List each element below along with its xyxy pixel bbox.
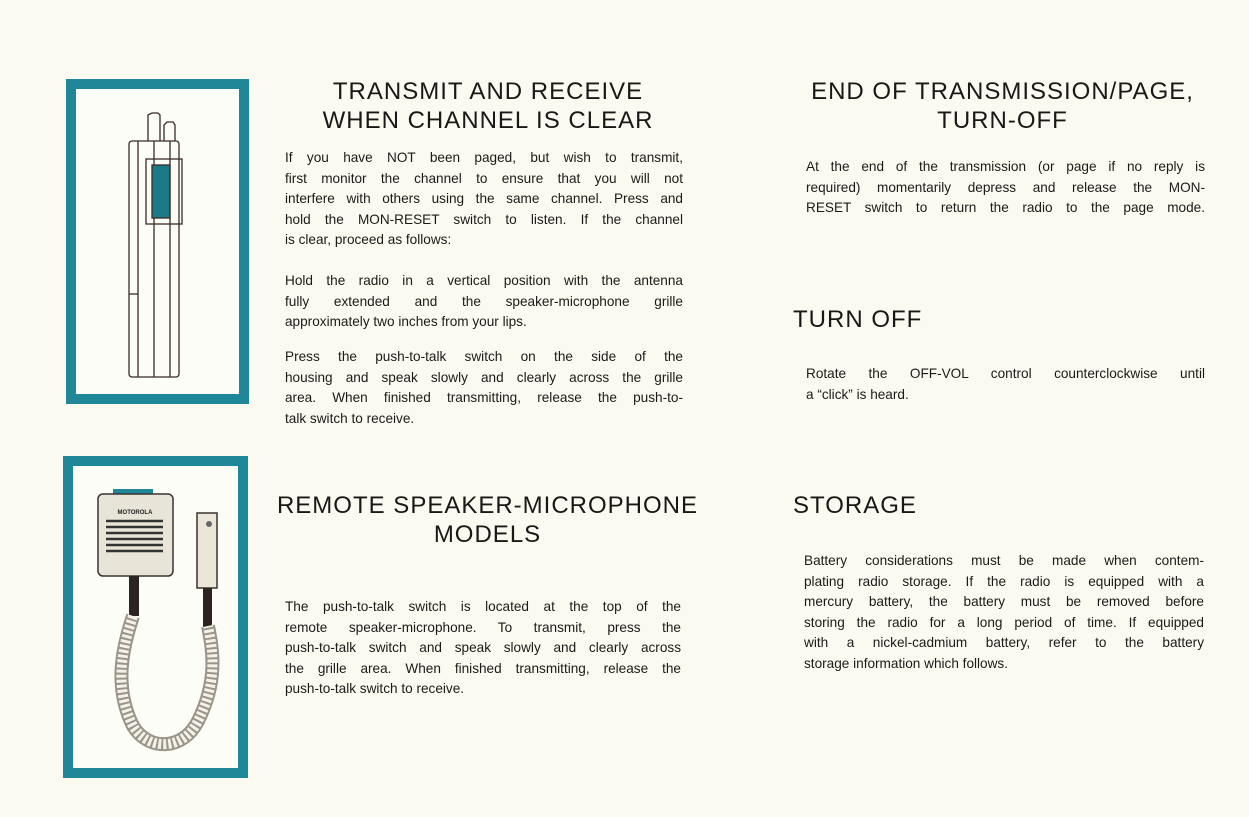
text-line: housing and speak slowly and clearly across the grille <box>285 369 683 385</box>
heading-line: MODELS <box>433 521 542 548</box>
heading-line: TRANSMIT AND RECEIVE <box>332 78 644 105</box>
text-line: Rotate the OFF-VOL control counterclockwise until <box>806 366 1205 381</box>
heading-line: WHEN CHANNEL IS CLEAR <box>322 107 654 134</box>
text-line: Battery considerations must be made when contem- <box>804 553 1204 568</box>
text-line: At the end of the transmission (or page if no reply is <box>806 159 1205 174</box>
text-line: storage information which follows. <box>804 655 1008 671</box>
transmit-paragraph-2 <box>285 271 683 333</box>
turn-off-paragraph <box>806 364 1205 405</box>
text-line: remote speaker-microphone. To transmit, press the <box>285 619 681 635</box>
text-line: talk switch to receive. <box>285 410 415 426</box>
text-line: The push-to-talk switch is located at the top of the <box>285 599 681 614</box>
portable-radio-illustration <box>76 89 239 394</box>
end-of-transmission-heading <box>790 77 1215 135</box>
heading-line: REMOTE SPEAKER-MICROPHONE <box>276 492 699 519</box>
heading-line: END OF TRANSMISSION/PAGE, <box>811 78 1194 105</box>
text-line: Hold the radio in a vertical position with the antenna <box>285 273 683 288</box>
text-line: RESET switch to return the radio to the page mode. <box>806 200 1205 216</box>
text-line: required) momentarily depress and release the MON- <box>806 179 1205 195</box>
turn-off-heading: TURN OFF <box>793 306 923 333</box>
text-line: mercury battery, the battery must be removed before <box>804 594 1204 610</box>
end-of-transmission-paragraph <box>806 157 1205 219</box>
remote-paragraph <box>285 597 681 700</box>
text-line: first monitor the channel to ensure that you will not <box>285 170 683 186</box>
radio-illustration-frame <box>66 79 249 404</box>
text-line: the grille area. When finished transmitting, release the <box>285 660 681 676</box>
text-line: push-to-talk switch to receive. <box>285 681 465 697</box>
heading-line: TURN-OFF <box>937 107 1068 134</box>
text-line: is clear, proceed as follows: <box>285 232 452 248</box>
storage-paragraph <box>804 551 1204 675</box>
transmit-paragraph-1 <box>285 148 683 251</box>
text-line: with a nickel-cadmium battery, refer to the battery <box>804 635 1204 651</box>
text-line: interfere with others using the same channel. Press and <box>285 191 683 207</box>
speaker-microphone-illustration <box>73 466 238 768</box>
transmit-paragraph-3 <box>285 347 683 429</box>
text-line: storing the radio for a long period of time. If equipped <box>804 614 1204 630</box>
remote-speaker-microphone-heading <box>265 491 710 549</box>
text-line: fully extended and the speaker-microphone grille <box>285 293 683 309</box>
storage-heading: STORAGE <box>793 492 917 519</box>
transmit-receive-heading <box>283 77 693 135</box>
text-line: If you have NOT been paged, but wish to transmit, <box>285 150 683 165</box>
text-line: plating radio storage. If the radio is equipped with a <box>804 573 1204 589</box>
text-line: push-to-talk switch and speak slowly and clearly across <box>285 640 681 656</box>
text-line: approximately two inches from your lips. <box>285 314 527 330</box>
speaker-microphone-illustration-frame <box>63 456 248 778</box>
brand-logo: MOTOROLA <box>117 510 153 516</box>
text-line: Press the push-to-talk switch on the side of the <box>285 349 683 364</box>
text-line: area. When finished transmitting, release the push-to- <box>285 390 683 406</box>
text-line: a “click” is heard. <box>806 386 909 402</box>
text-line: hold the MON-RESET switch to listen. If the channel <box>285 211 683 227</box>
